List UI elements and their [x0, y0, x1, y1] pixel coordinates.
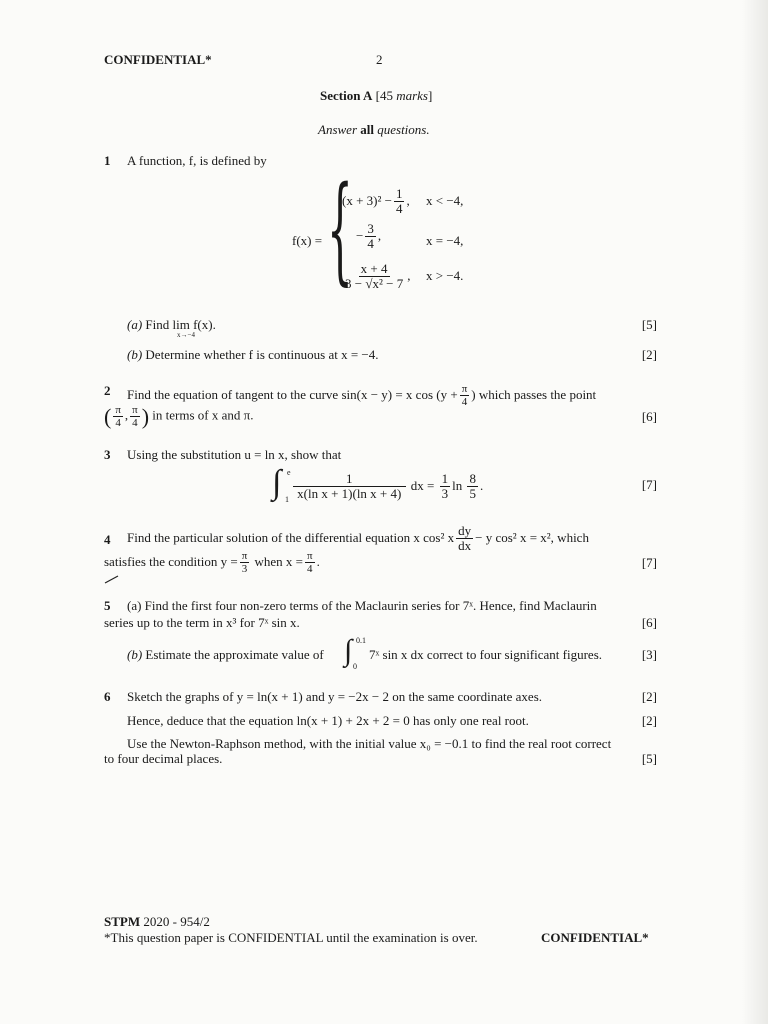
- q1-case3: $\frac{x + 4}{\text{3 − √x² − 7}}$ ,: [345, 261, 411, 292]
- q6-line2-marks: [2]: [641, 713, 657, 728]
- q4-line2: satisfies the condition y = $\frac{\pi}{3}$ when x = $\frac{\pi}{4}$ .: [104, 550, 320, 576]
- q3-integrand: $\frac{1}{\text{x(ln x + 1)(ln x + 4)}}$ dx = $\frac{1}{3}$ ln $\frac{8}{5}$ .: [291, 472, 483, 502]
- q4-line1: Find the particular solution of the differential equation x cos² x $\frac{dy}{dx}$ − y cos² x = x², which: [127, 523, 589, 554]
- q3-lower-limit: 1: [285, 495, 289, 504]
- q1-fx: f(x) =: [292, 233, 323, 248]
- q3-integral-sign: ∫: [272, 464, 282, 501]
- q5a-line1: (a) Find the first four non-zero terms of the Maclaurin series for 7ˣ. Hence, find Maclaurin: [127, 598, 597, 613]
- footer-note: *This question paper is CONFIDENTIAL until the examination is over.: [104, 930, 478, 945]
- q2-number: 2: [104, 383, 111, 398]
- pen-mark: [104, 574, 120, 584]
- q1a-limit-sub: x→−4: [177, 331, 195, 339]
- q1-number: 1: [104, 153, 111, 168]
- q6-line3: Use the Newton-Raphson method, with the initial value x₀ = −0.1 to find the real root correct: [127, 736, 612, 751]
- q5b-text2: 7ˣ sin x dx correct to four significant figures.: [369, 647, 603, 662]
- q1-case1: (x + 3)² − $\frac{1}{4}$ ,: [342, 186, 410, 217]
- q6-line4-marks: [5]: [641, 751, 657, 766]
- q1b: (b) Determine whether f is continuous at x = −4.: [127, 347, 379, 362]
- q4-number: 4: [104, 532, 111, 547]
- q3-marks: [7]: [641, 477, 657, 492]
- q1-text: A function, f, is defined by: [127, 153, 267, 168]
- q6-number: 6: [104, 689, 111, 704]
- q6-line1: Sketch the graphs of y = ln(x + 1) and y = −2x − 2 on the same coordinate axes.: [127, 689, 543, 704]
- q4-marks: [7]: [641, 555, 657, 570]
- q5a-line2: series up to the term in x³ for 7ˣ sin x.: [104, 615, 300, 630]
- q6-line4: to four decimal places.: [104, 751, 223, 766]
- q1-case3-cond: x > −4.: [426, 268, 464, 283]
- q1-case2: − $\frac{3}{4}$ ,: [356, 221, 382, 252]
- page-number: 2: [376, 52, 383, 67]
- q5b-text1: (b) Estimate the approximate value of: [127, 647, 324, 662]
- footer-confidential: CONFIDENTIAL*: [541, 930, 649, 945]
- q5-number: 5: [104, 598, 111, 613]
- section-title: Section A [45 marks]: [320, 88, 433, 103]
- page-edge-shadow: [742, 0, 768, 1024]
- piecewise-brace: {: [327, 162, 353, 297]
- q1a-marks: [5]: [641, 317, 657, 332]
- q1-case2-cond: x = −4,: [426, 233, 464, 248]
- q3-text: Using the substitution u = ln x, show that: [127, 447, 342, 462]
- q6-line1-marks: [2]: [641, 689, 657, 704]
- q1a: (a) Find lim f(x).: [127, 317, 216, 332]
- q3-upper-limit: e: [287, 468, 291, 477]
- q1-case1-cond: x < −4,: [426, 193, 464, 208]
- q6-line2: Hence, deduce that the equation ln(x + 1) + 2x + 2 = 0 has only one real root.: [127, 713, 529, 728]
- q1b-marks: [2]: [641, 347, 657, 362]
- q5b-marks: [3]: [641, 647, 657, 662]
- q5b-integral-sign: ∫: [344, 634, 353, 667]
- q2-marks: [6]: [641, 409, 657, 424]
- header-confidential: CONFIDENTIAL*: [104, 52, 212, 67]
- q5a-marks: [6]: [641, 615, 657, 630]
- q3-number: 3: [104, 447, 111, 462]
- footer-code: STPM 2020 - 954/2: [104, 914, 210, 929]
- q2-line1: Find the equation of tangent to the curve sin(x − y) = x cos (y + $\frac{\pi}{4}$ ) which passes the point: [127, 383, 597, 409]
- section-instruction: Answer all questions.: [318, 122, 430, 137]
- q2-line2: ( $\frac{\pi}{4}$ , $\frac{\pi}{4}$ ) in terms of x and π.: [104, 403, 254, 429]
- q5b-upper-limit: 0.1: [356, 636, 366, 645]
- q5b-lower-limit: 0: [353, 662, 357, 671]
